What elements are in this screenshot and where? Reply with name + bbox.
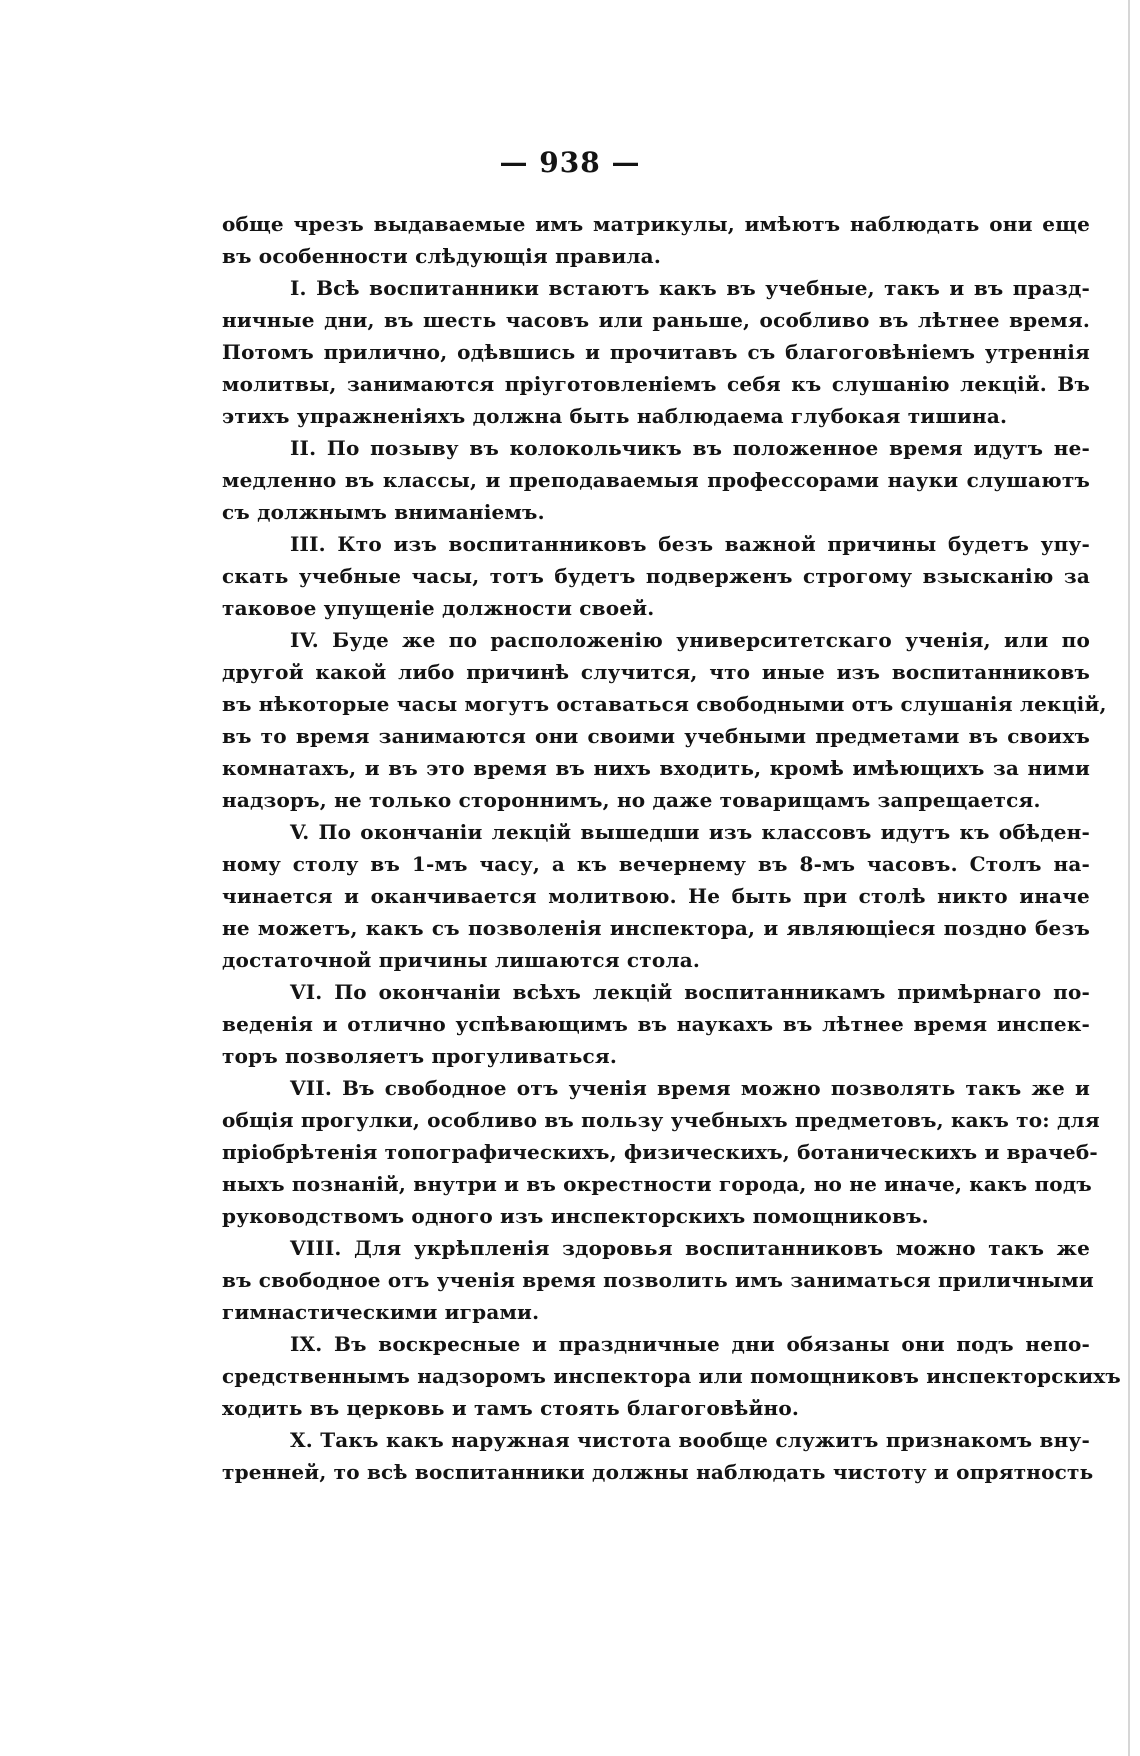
text-line: IX. Въ воскресные и праздничные дни обязаны они подъ непо-	[290, 1332, 1090, 1356]
text-line: съ должнымъ вниманіемъ.	[222, 500, 545, 524]
text-line: VI. По окончаніи всѣхъ лекцій воспитанникамъ примѣрнаго по-	[290, 980, 1090, 1004]
body-text	[222, 208, 1121, 1488]
text-line: скать учебные часы, тотъ будетъ подверженъ строгому взысканію за	[222, 564, 1090, 588]
text-line: ныхъ познаній, внутри и въ окрестности города, но не иначе, какъ подъ	[222, 1172, 1092, 1196]
text-line: чинается и оканчивается молитвою. Не быть при столѣ никто иначе	[222, 884, 1090, 908]
text-line: веденія и отлично успѣвающимъ въ наукахъ въ лѣтнее время инспек-	[222, 1012, 1090, 1036]
text-line: общія прогулки, особливо въ пользу учебныхъ предметовъ, какъ то: для	[222, 1108, 1100, 1132]
text-line: VIII. Для укрѣпленія здоровья воспитанниковъ можно такъ же	[290, 1236, 1090, 1260]
text-line: V. По окончаніи лекцій вышедши изъ классовъ идутъ къ обѣден-	[290, 820, 1090, 844]
text-line: таковое упущеніе должности своей.	[222, 596, 655, 620]
text-line: комнатахъ, и въ это время въ нихъ входить, кромѣ имѣющихъ за ними	[222, 756, 1090, 780]
text-line: тренней, то всѣ воспитанники должны наблюдать чистоту и опрятность	[222, 1460, 1094, 1484]
text-line: IV. Буде же по расположенію университетскаго ученія, или по	[290, 628, 1090, 652]
text-line: X. Такъ какъ наружная чистота вообще служитъ признакомъ вну-	[290, 1428, 1090, 1452]
text-line: средственнымъ надзоромъ инспектора или помощниковъ инспекторскихъ	[222, 1364, 1121, 1388]
text-line: въ то время занимаются они своими учебными предметами въ своихъ	[222, 724, 1090, 748]
text-line: Потомъ прилично, одѣвшись и прочитавъ съ благоговѣніемъ утреннія	[222, 340, 1090, 364]
text-line: другой какой либо причинѣ случится, что иные изъ воспитанниковъ	[222, 660, 1090, 684]
text-line: торъ позволяетъ прогуливаться.	[222, 1044, 617, 1068]
text-line: руководствомъ одного изъ инспекторскихъ помощниковъ.	[222, 1204, 929, 1228]
text-line: I. Всѣ воспитанники встаютъ какъ въ учебные, такъ и въ празд-	[290, 276, 1090, 300]
page-number: — 938 —	[499, 146, 641, 179]
text-line: въ особенности слѣдующія правила.	[222, 244, 662, 268]
text-line: пріобрѣтенія топографическихъ, физическихъ, ботаническихъ и врачеб-	[222, 1140, 1098, 1164]
text-line: надзоръ, не только стороннимъ, но даже товарищамъ запрещается.	[222, 788, 1041, 812]
text-line: гимнастическими играми.	[222, 1300, 540, 1324]
text-line: не можетъ, какъ съ позволенія инспектора, и являющіеся поздно безъ	[222, 916, 1090, 940]
text-line: медленно въ классы, и преподаваемыя профессорами науки слушаютъ	[222, 468, 1090, 492]
text-line: въ нѣкоторые часы могутъ оставаться свободными отъ слушанія лекцій,	[222, 692, 1107, 716]
text-line: молитвы, занимаются пріуготовленіемъ себя къ слушанію лекцій. Въ	[222, 372, 1090, 396]
text-line: этихъ упражненіяхъ должна быть наблюдаема глубокая тишина.	[222, 404, 1008, 428]
text-line: VII. Въ свободное отъ ученія время можно позволять такъ же и	[290, 1076, 1090, 1100]
text-line: III. Кто изъ воспитанниковъ безъ важной причины будетъ упу-	[290, 532, 1090, 556]
text-line: въ свободное отъ ученія время позволить имъ заниматься приличными	[222, 1268, 1094, 1292]
text-line: обще чрезъ выдаваемые имъ матрикулы, имѣютъ наблюдать они еще	[222, 212, 1090, 236]
text-line: ходить въ церковь и тамъ стоять благоговѣйно.	[222, 1396, 800, 1420]
text-line: II. По позыву въ колокольчикъ въ положенное время идутъ не-	[290, 436, 1090, 460]
text-line: достаточной причины лишаются стола.	[222, 948, 701, 972]
text-line: ному столу въ 1-мъ часу, а къ вечернему въ 8-мъ часовъ. Столъ на-	[222, 852, 1090, 876]
text-line: ничные дни, въ шесть часовъ или раньше, особливо въ лѣтнее время.	[222, 308, 1090, 332]
page-edge-line	[1128, 0, 1130, 1756]
